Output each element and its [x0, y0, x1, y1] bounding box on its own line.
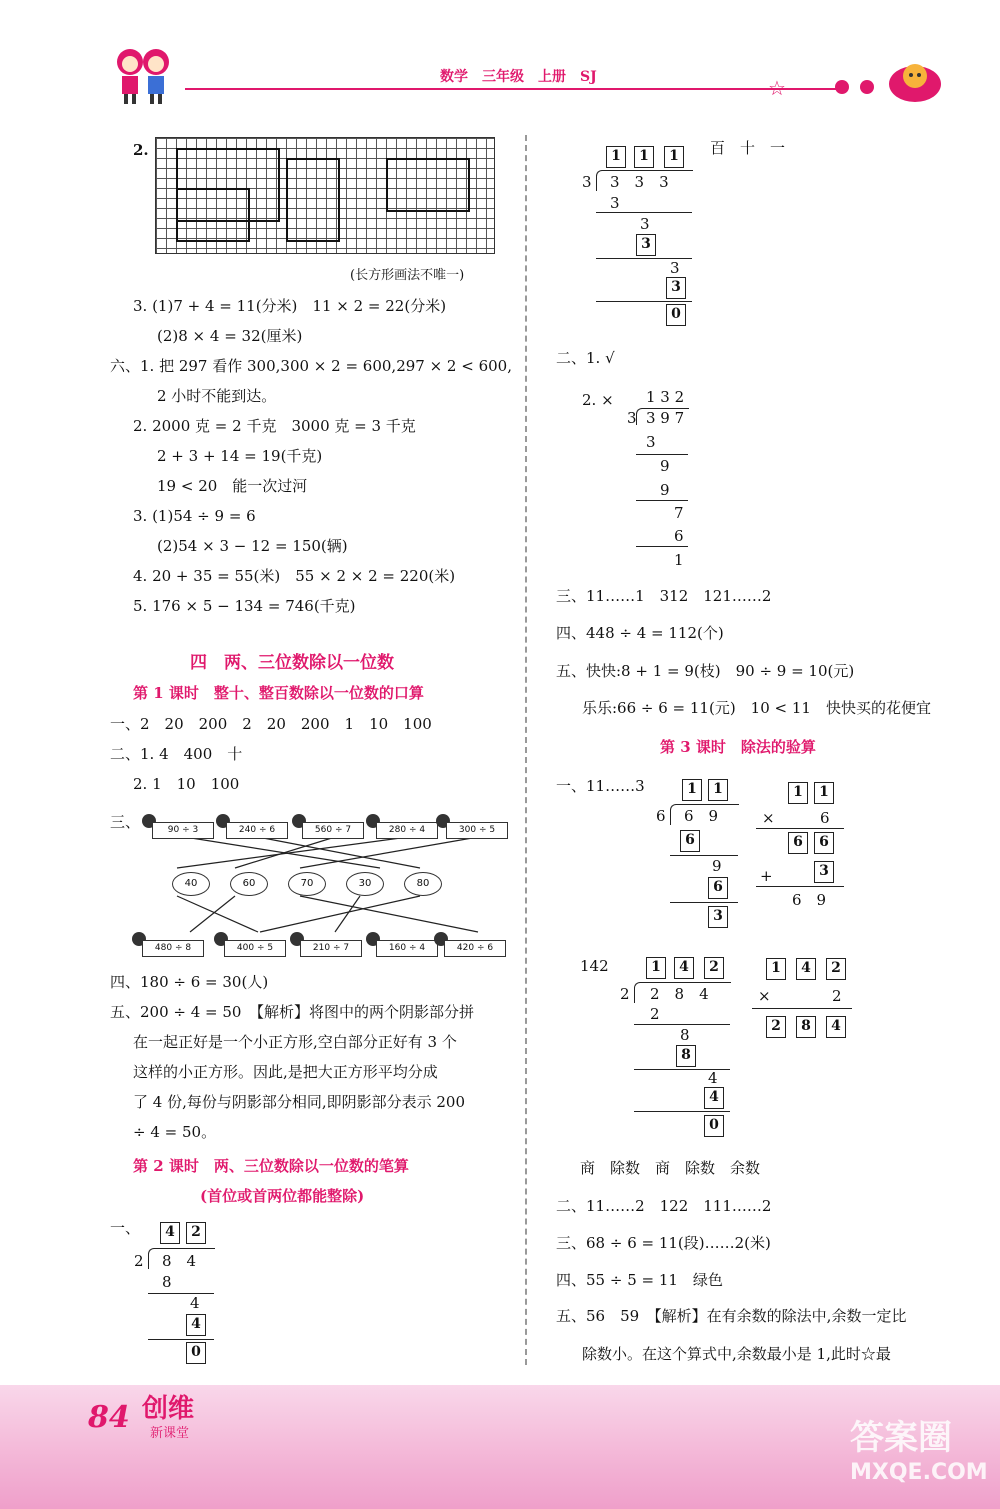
step: 3 — [640, 215, 650, 233]
div2-quotient: 1 3 2 — [646, 388, 685, 406]
step: 2 — [650, 1005, 660, 1023]
flower-0: 40 — [172, 872, 210, 896]
l1-five5: ÷ 4 = 50。 — [133, 1123, 217, 1141]
q3-line1: 3. (1)7 + 4 = 11(分米) 11 × 2 = 22(分米) — [133, 297, 447, 315]
l1-three: 三、 — [110, 813, 141, 831]
times-sign: × — [758, 987, 771, 1005]
watermark-logo: 答案圈 — [850, 1418, 952, 1458]
quotient-box: 1 — [606, 146, 626, 168]
times-sign: × — [762, 809, 775, 827]
l3-two: 二、11……2 122 111……2 — [556, 1197, 772, 1215]
matching-diagram — [130, 800, 500, 960]
flower-3: 30 — [346, 872, 384, 896]
answer-box: 4 — [704, 1087, 724, 1109]
grid-note: (长方形画法不唯一) — [350, 268, 465, 283]
six-2a: 2. 2000 克 = 2 千克 3000 克 = 3 千克 — [133, 417, 416, 435]
quotient-box: 1 — [634, 146, 654, 168]
divisor: 3 — [582, 173, 592, 191]
square-grid — [155, 137, 495, 254]
check-box: 4 — [826, 1016, 846, 1038]
answer-box: 3 — [708, 906, 728, 928]
quotient-box: 2 — [704, 957, 724, 979]
l3-one: 一、11……3 — [556, 777, 645, 795]
div2-row: 9 — [660, 457, 670, 475]
six-1b: 2 小时不能到达。 — [157, 387, 277, 405]
lesson2-title: 第 2 课时 两、三位数除以一位数的笔算 — [133, 1157, 409, 1175]
quotient-box: 1 — [646, 957, 666, 979]
check-box: 6 — [814, 832, 834, 854]
answer-box: 0 — [666, 304, 686, 326]
card-bottom-2: 210 ÷ 7 — [300, 940, 362, 957]
check-box: 1 — [788, 782, 808, 804]
watermark-url: MXQE.COM — [850, 1460, 988, 1485]
answer-box: 3 — [636, 234, 656, 256]
r-four: 四、448 ÷ 4 = 112(个) — [556, 624, 724, 642]
step: 4 — [190, 1294, 200, 1312]
check-box: 4 — [796, 958, 816, 980]
check-box: 6 — [788, 832, 808, 854]
step: 9 — [712, 857, 722, 875]
answer-box: 6 — [680, 830, 700, 852]
card-bottom-0: 480 ÷ 8 — [142, 940, 204, 957]
answer-box: 0 — [704, 1115, 724, 1137]
l1-two1: 二、1. 4 400 十 — [110, 745, 243, 763]
l1-two2: 2. 1 10 100 — [133, 775, 240, 793]
brand-logo: 创维 — [142, 1394, 195, 1424]
check-box: 2 — [766, 1016, 786, 1038]
divisor: 2 — [620, 985, 630, 1003]
check-box: 1 — [814, 782, 834, 804]
l3-four: 四、55 ÷ 5 = 11 绿色 — [556, 1271, 723, 1289]
dividend: 6 9 — [684, 807, 719, 825]
answer-box: 6 — [708, 877, 728, 899]
div2-row: 7 — [674, 504, 684, 522]
six-3a: 3. (1)54 ÷ 9 = 6 — [133, 507, 256, 525]
six-3b: (2)54 × 3 − 12 = 150(辆) — [157, 537, 348, 555]
card-top-2: 560 ÷ 7 — [302, 822, 364, 839]
divisor: 2 — [134, 1252, 144, 1270]
place-labels: 百 十 一 — [710, 139, 786, 157]
lesson1-title: 第 1 课时 整十、整百数除以一位数的口算 — [133, 684, 424, 702]
six-4: 4. 20 + 35 = 55(米) 55 × 2 × 2 = 220(米) — [133, 567, 456, 585]
divisor: 6 — [656, 807, 666, 825]
l1-five2: 在一起正好是一个小正方形,空白部分正好有 3 个 — [133, 1033, 457, 1051]
check-box: 8 — [796, 1016, 816, 1038]
l1-five3: 这样的小正方形。因此,是把大正方形平均分成 — [133, 1063, 438, 1081]
answer-box: 4 — [186, 1314, 206, 1336]
header-mascot-left — [108, 44, 178, 106]
card-bottom-3: 160 ÷ 4 — [376, 940, 438, 957]
check-box: 3 — [814, 861, 834, 883]
star-icon: ☆ — [768, 76, 786, 100]
brand-sub: 新课堂 — [150, 1426, 190, 1441]
answer-box: 8 — [676, 1045, 696, 1067]
lesson2-subtitle: (首位或首两位都能整除) — [200, 1187, 365, 1205]
div2-row: 3 — [646, 433, 656, 451]
quotient-box: 1 — [708, 779, 728, 801]
dividend: 8 4 — [162, 1252, 197, 1270]
header-mascot-right — [885, 58, 945, 104]
dividend: 2 8 4 — [650, 985, 709, 1003]
step: 4 — [708, 1069, 718, 1087]
r-two-1: 二、1. √ — [556, 349, 615, 367]
step: 3 — [610, 194, 620, 212]
r-two-2: 2. × — [582, 391, 614, 409]
q2-label: 2. — [133, 141, 149, 159]
answer-box: 0 — [186, 1342, 206, 1364]
div2-row: 6 — [674, 527, 684, 545]
header-rule — [185, 88, 845, 90]
chapter-title: 四 两、三位数除以一位数 — [190, 653, 394, 673]
step: 3 — [670, 259, 680, 277]
flower-2: 70 — [288, 872, 326, 896]
check-box: 1 — [766, 958, 786, 980]
column-divider — [525, 135, 527, 1365]
check-mul: 2 — [832, 987, 842, 1005]
card-top-1: 240 ÷ 6 — [226, 822, 288, 839]
l1-five1: 五、200 ÷ 4 = 50 【解析】将图中的两个阴影部分拼 — [110, 1003, 474, 1021]
dividend: 3 3 3 — [610, 173, 669, 191]
six-5: 5. 176 × 5 − 134 = 746(千克) — [133, 597, 356, 615]
l2-one: 一、 — [110, 1219, 141, 1237]
quotient-box: 2 — [186, 1222, 206, 1244]
answer-box: 3 — [666, 277, 686, 299]
terms-labels: 商 除数 商 除数 余数 — [580, 1159, 761, 1177]
page-number: 84 — [88, 1400, 130, 1435]
l1-five4: 了 4 份,每份与阴影部分相同,即阴影部分表示 200 — [133, 1093, 466, 1111]
step: 8 — [162, 1273, 172, 1291]
l3-three: 三、68 ÷ 6 = 11(段)……2(米) — [556, 1234, 771, 1252]
six-2b: 2 + 3 + 14 = 19(千克) — [157, 447, 323, 465]
six-2c: 19 < 20 能一次过河 — [157, 477, 308, 495]
l1-one: 一、2 20 200 2 20 200 1 10 100 — [110, 715, 432, 733]
div2-row: 1 — [674, 551, 684, 569]
header-title: 数学 三年级 上册 SJ — [440, 69, 597, 85]
quotient-box: 1 — [682, 779, 702, 801]
l1-four: 四、180 ÷ 6 = 30(人) — [110, 973, 269, 991]
quotient-box: 4 — [160, 1222, 180, 1244]
dot-icon — [835, 80, 849, 94]
flower-1: 60 — [230, 872, 268, 896]
card-top-3: 280 ÷ 4 — [376, 822, 438, 839]
card-bottom-4: 420 ÷ 6 — [444, 940, 506, 957]
flower-4: 80 — [404, 872, 442, 896]
div2-row: 9 — [660, 481, 670, 499]
step: 8 — [680, 1026, 690, 1044]
check-box: 2 — [826, 958, 846, 980]
lesson3-title: 第 3 课时 除法的验算 — [660, 738, 816, 756]
card-top-4: 300 ÷ 5 — [446, 822, 508, 839]
l3-five2: 除数小。在这个算式中,余数最小是 1,此时☆最 — [582, 1345, 891, 1363]
div2-divisor: 3 — [627, 409, 637, 427]
plus-sign: + — [760, 867, 773, 885]
dot-icon — [860, 80, 874, 94]
card-bottom-1: 400 ÷ 5 — [224, 940, 286, 957]
check-mul: 6 — [820, 809, 830, 827]
l3-five1: 五、56 59 【解析】在有余数的除法中,余数一定比 — [556, 1307, 907, 1325]
div2-dividend: 3 9 7 — [646, 409, 685, 427]
r-five2: 乐乐:66 ÷ 6 = 11(元) 10 < 11 快快买的花便宜 — [582, 699, 931, 717]
quotient-box: 4 — [674, 957, 694, 979]
num142: 142 — [580, 957, 609, 975]
check-sum: 6 9 — [792, 891, 827, 909]
six-1a: 六、1. 把 297 看作 300,300 × 2 = 600,297 × 2 < 600, — [110, 357, 512, 375]
r-five1: 五、快快:8 + 1 = 9(枝) 90 ÷ 9 = 10(元) — [556, 662, 855, 680]
quotient-box: 1 — [664, 146, 684, 168]
card-top-0: 90 ÷ 3 — [152, 822, 214, 839]
q3-line2: (2)8 × 4 = 32(厘米) — [157, 327, 303, 345]
r-three: 三、11……1 312 121……2 — [556, 587, 772, 605]
